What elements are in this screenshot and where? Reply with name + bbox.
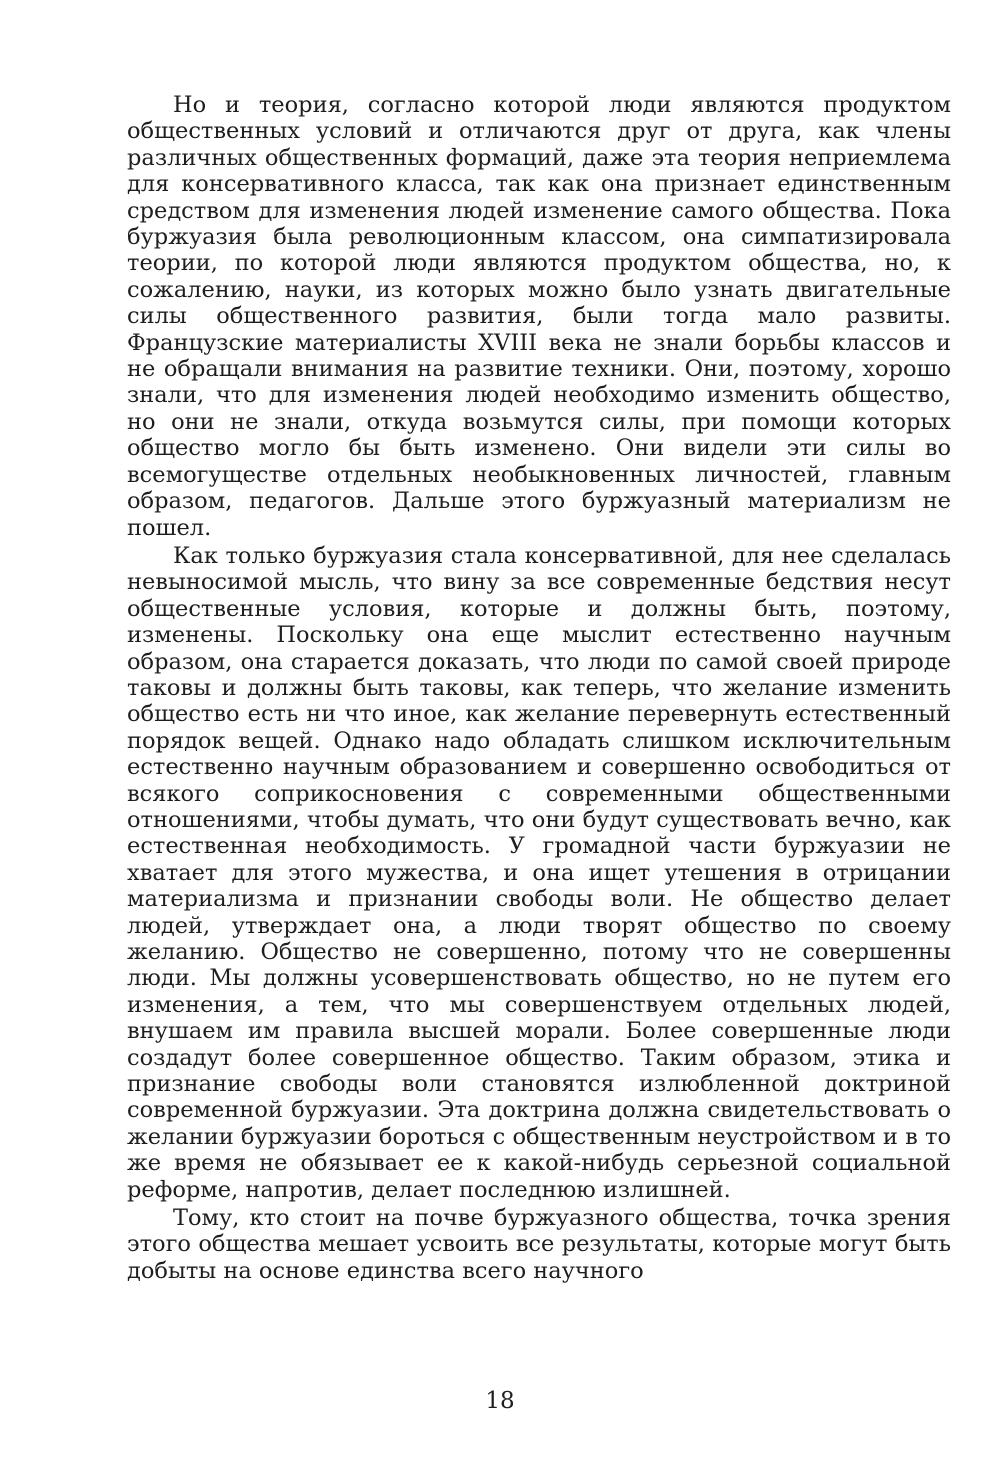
paragraph-3: Тому, кто стоит на почве буржуазного общества, точка зрения этого общества мешает усвоить все результаты, которые могут быть добыты на основе единства всего научного <box>127 1205 951 1284</box>
paragraph-1: Но и теория, согласно которой люди являются продуктом общественных условий и отличаются друг от друга, как члены различных общественных формаций, даже эта теория неприемлема для консервативного класса, так как она признает единственным средством для изменения людей изменение самого общества. Пока буржуазия была революционным классом, она симпатизировала теории, по которой люди являются продуктом общества, но, к сожалению, науки, из которых можно было узнать двигательные силы общественного развития, были тогда мало развиты. Французские материалисты XVIII века не знали борьбы классов и не обращали внимания на развитие техники. Они, поэтому, хорошо знали, что для изменения людей необходимо изменить общество, но они не знали, откуда возьмутся силы, при помощи которых общество могло бы быть изменено. Они видели эти силы во всемогуществе отдельных необыкновенных личностей, главным образом, педагогов. Дальше этого буржуазный материализм не пошел. <box>127 92 951 541</box>
paragraph-2: Как только буржуазия стала консервативной, для нее сделалась невыносимой мысль, что вину за все современные бедствия несут общественные условия, которые и должны быть, поэтому, изменены. Поскольку она еще мыслит естественно научным образом, она старается доказать, что люди по самой своей природе таковы и должны быть таковы, как теперь, что желание изменить общество есть ни что иное, как желание перевернуть естественный порядок вещей. Однако надо обладать слишком исключительным естественно научным образованием и совершенно освободиться от всякого соприкосновения с современными общественными отношениями, чтобы думать, что они будут существовать вечно, как естественная необходимость. У громадной части буржуазии не хватает для этого мужества, и она ищет утешения в отрицании материализма и признании свободы воли. Не общество делает людей, утверждает она, а люди творят общество по своему желанию. Общество не совершенно, потому что не совершенны люди. Мы должны усовершенствовать общество, но не путем его изменения, а тем, что мы совершенствуем отдельных людей, внушаем им правила высшей морали. Более совершенные люди создадут более совершенное общество. Таким образом, этика и признание свободы воли становятся излюбленной доктриной современной буржуазии. Эта доктрина должна свидетельствовать о желании буржуазии бороться с общественным неустройством и в то же время не обязывает ее к какой-нибудь серьезной социальной реформе, напротив, делает последнюю излишней. <box>127 542 951 1203</box>
body-text <box>127 92 951 1284</box>
page-number: 18 <box>485 1388 515 1414</box>
